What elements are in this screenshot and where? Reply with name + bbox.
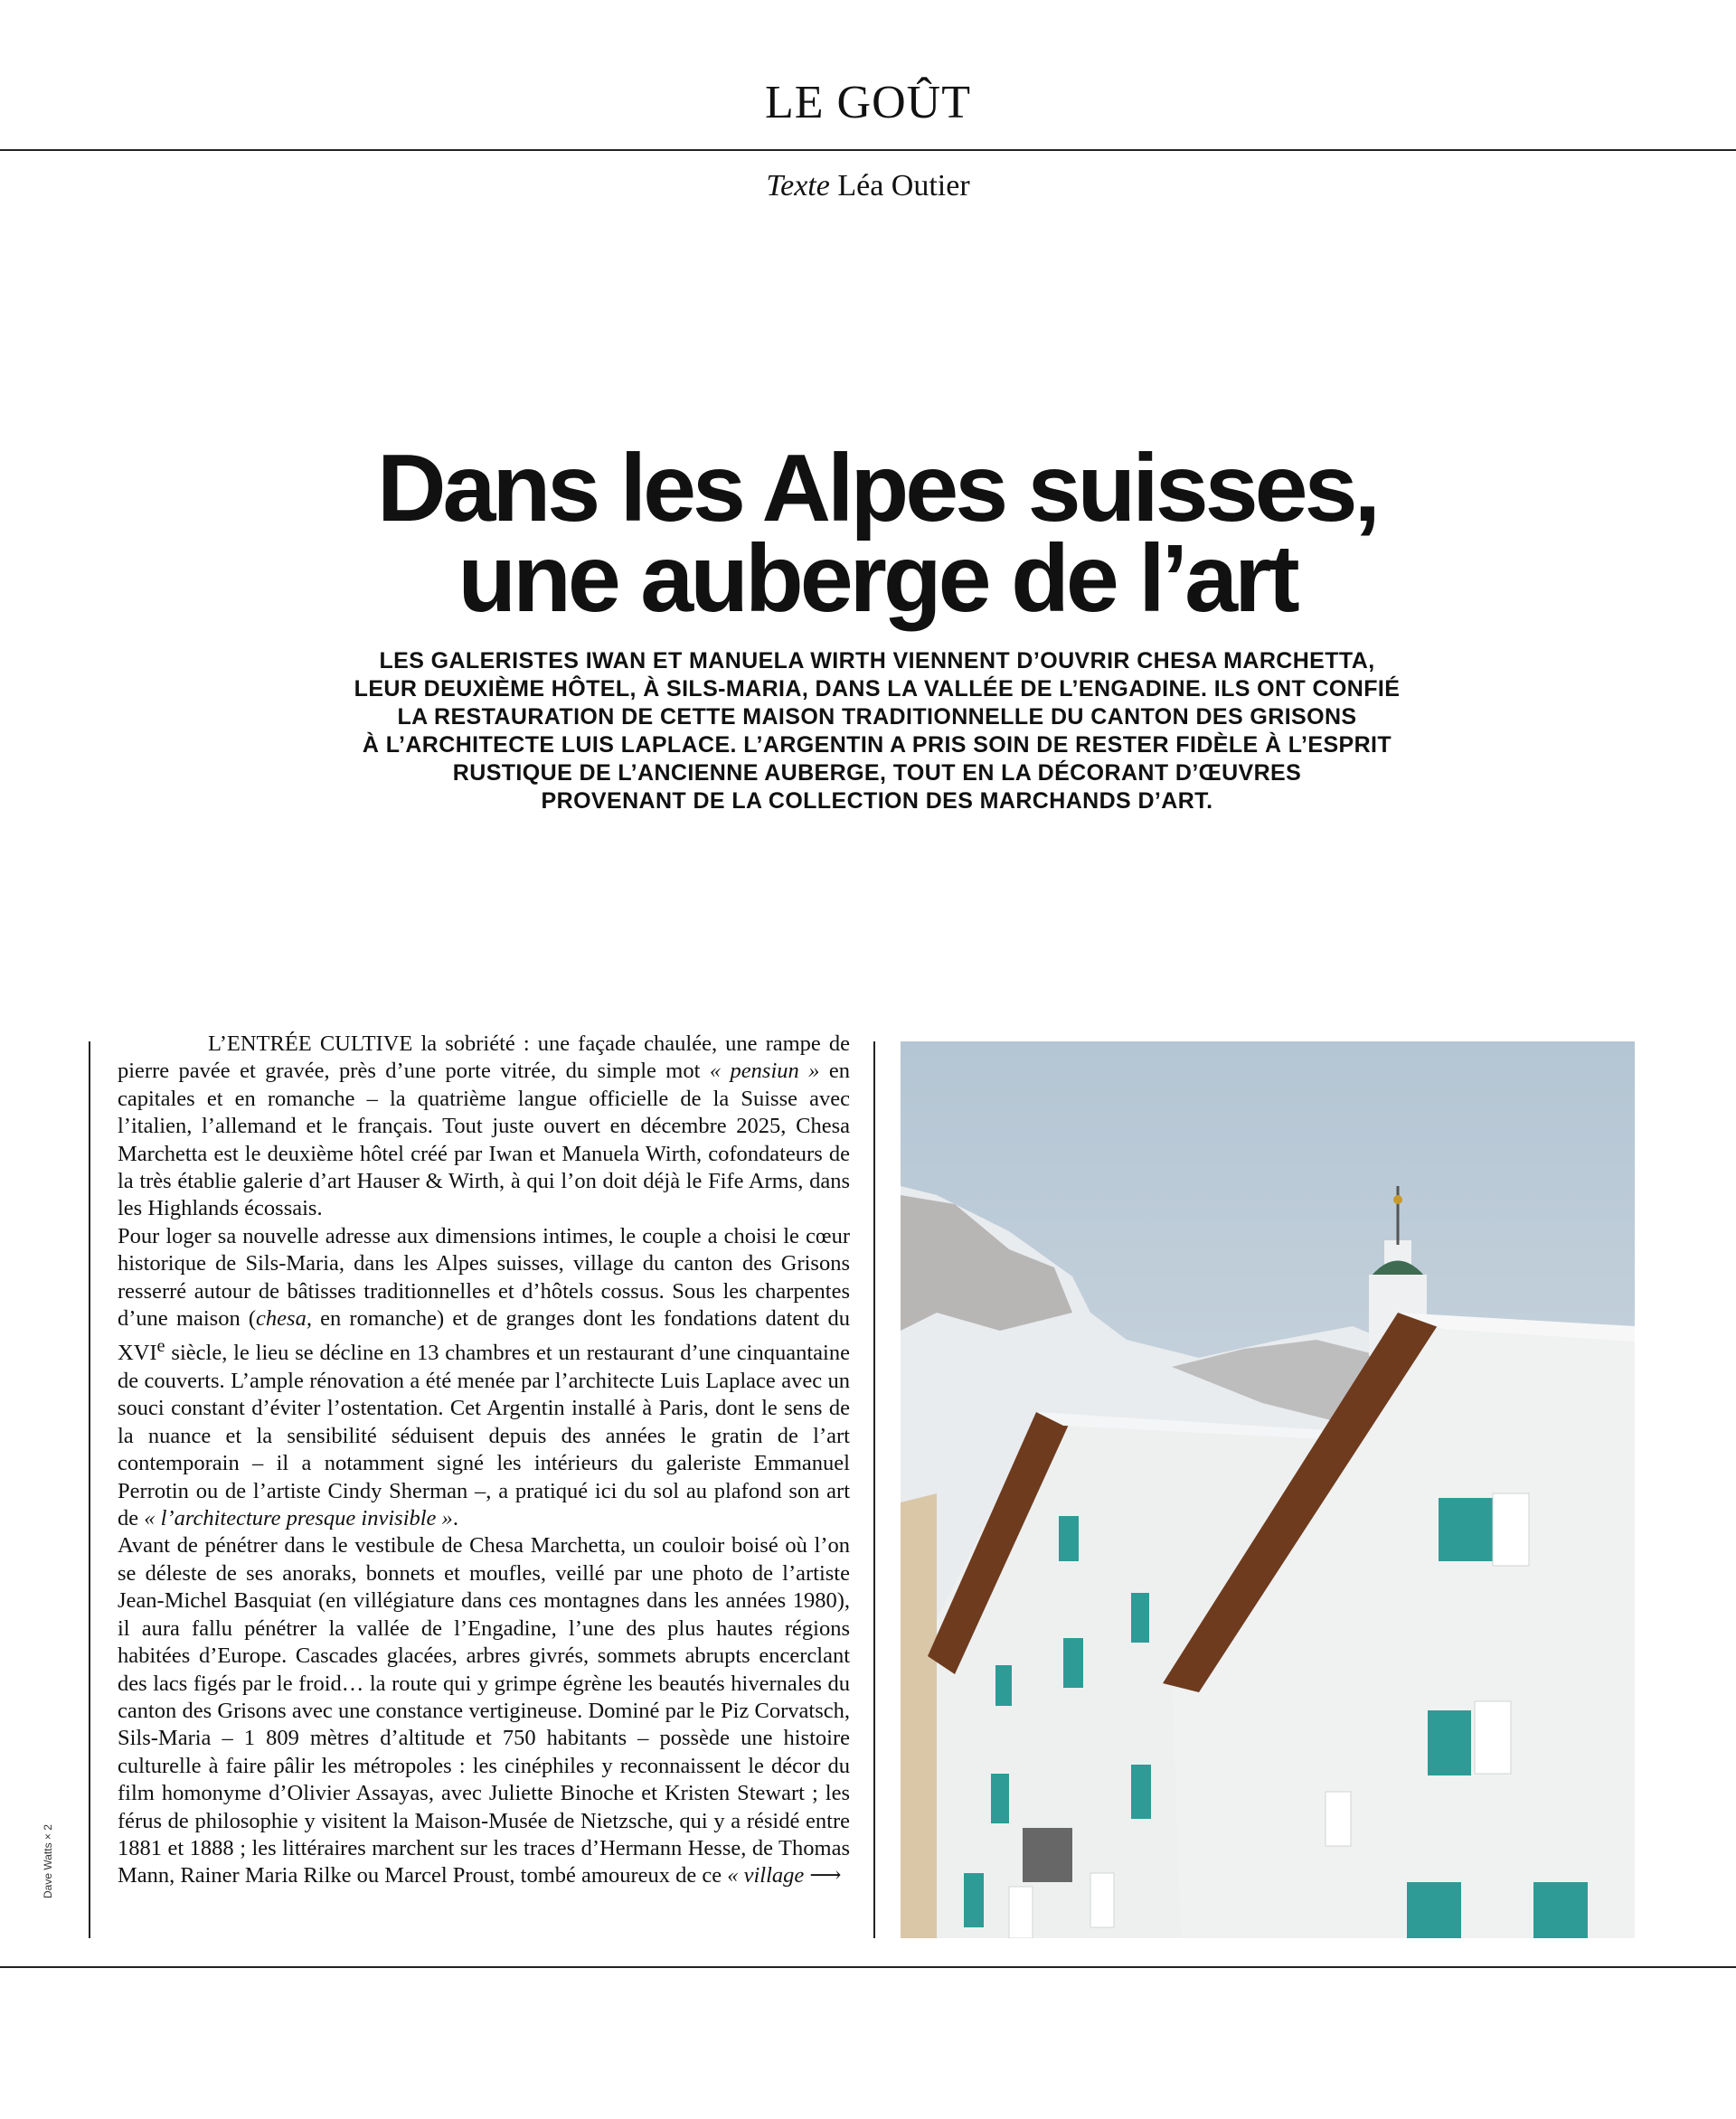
headline-line-1: Dans les Alpes suisses, bbox=[376, 435, 1378, 542]
window bbox=[1326, 1792, 1351, 1846]
shutter bbox=[1439, 1498, 1493, 1561]
standfirst-line: LA RESTAURATION DE CETTE MAISON TRADITIONNELLE DU CANTON DES GRISONS bbox=[397, 704, 1357, 730]
balcony bbox=[1023, 1828, 1072, 1882]
side-building bbox=[901, 1493, 937, 1938]
paragraph-3 bbox=[118, 1532, 850, 1889]
paragraph-1 bbox=[118, 1031, 850, 1223]
photo-credit: Dave Watts × 2 bbox=[42, 1824, 54, 1898]
column-rule-right bbox=[873, 1041, 875, 1938]
byline-author: Léa Outier bbox=[837, 169, 970, 202]
window bbox=[1090, 1873, 1114, 1927]
shutter bbox=[995, 1665, 1012, 1706]
weathervane-ball bbox=[1393, 1195, 1402, 1204]
standfirst-line: À L’ARCHITECTE LUIS LAPLACE. L’ARGENTIN A PRIS SOIN DE RESTER FIDÈLE À L’ESPRIT bbox=[362, 732, 1392, 758]
byline-label: Texte bbox=[766, 169, 830, 202]
window bbox=[1009, 1887, 1033, 1938]
window bbox=[1475, 1701, 1511, 1774]
text-run: en capitales et en romanche – la quatrième langue officielle de la Suisse avec l’italien, l’allemand et le français. Tout juste ouvert en décembre 2025, Chesa Marchetta est le deuxième hôtel créé par Iwan et Manuela Wirth, cofondateurs de la très établie galerie d’art Hauser & Wirth, à qui l’on doit déjà le Fife Arms, dans les Highlands écossais. bbox=[118, 1059, 850, 1221]
text-run: Pour loger sa nouvelle adresse aux dimensions intimes, le couple a choisi le cœur historique de Sils-Maria, dans les Alpes suisses, village du canton des Grisons resserré autour de bâtisses traditionnelles et d’hôtels cossus. Sous les charpentes d’une maison ( bbox=[118, 1223, 850, 1332]
shutter bbox=[991, 1774, 1009, 1823]
shutter bbox=[1533, 1882, 1588, 1938]
shutter bbox=[1059, 1516, 1079, 1561]
quote-text: « pensiun » bbox=[709, 1059, 820, 1084]
shutter bbox=[964, 1873, 984, 1927]
bottom-divider bbox=[0, 1966, 1736, 1968]
article-body bbox=[118, 1031, 850, 1890]
shutter bbox=[1131, 1593, 1149, 1643]
headline bbox=[271, 435, 1483, 632]
article-photo bbox=[901, 1041, 1635, 1938]
text-run: Avant de pénétrer dans le vestibule de Chesa Marchetta, un couloir boisé où l’on se déleste de ses anoraks, bonnets et moufles, veillé par une photo de l’artiste Jean-Michel Basquiat (en villégiature dans ces montagnes dans les années 1980), il aura fallu pénétrer la vallée de l’Engadine, l’une des plus hautes régions habitées d’Europe. Cascades glacées, arbres givrés, sommets abrupts encerclant des lacs figés par le froid… la route qui y grimpe égrène les beautés hivernales du canton des Grisons avec une constance vertigineuse. Dominé par le Piz Corvatsch, Sils-Maria – 1 809 mètres d’altitude et 750 habitants – possède une histoire culturelle à faire pâlir les métropoles : les cinéphiles y reconnaissent le décor du film homonyme d’Olivier Assayas, avec Juliette Binoche et Kristen Stewart ; les férus de philosophie y visitent la Maison-Musée de Nietzsche, qui y a résidé entre 1881 et 1888 ; les littéraires marchent sur les traces d’Hermann Hesse, de Thomas Mann, Rainer Maria Rilke ou Marcel Proust, tombé amoureux de ce bbox=[118, 1533, 850, 1888]
top-divider bbox=[0, 149, 1736, 151]
text-run: siècle, le lieu se décline en 13 chambres et un restaurant d’une cinquantaine de couverts. L’ample rénovation a été menée par l’architecte Luis Laplace avec un souci constant d’éviter l’ostentation. Cet Argentin installé à Paris, dont le sens de la nuance et la sensibilité séduisent depuis des années le gratin de l’art contemporain – il a notamment signé les intérieurs du galeriste Emmanuel Perrotin ou de l’artiste Cindy Sherman –, a pratiqué ici du sol au plafond son art de bbox=[118, 1341, 850, 1531]
paragraph-2 bbox=[118, 1223, 850, 1533]
headline-line-2: une auberge de l’art bbox=[458, 525, 1297, 632]
shutter bbox=[1428, 1710, 1471, 1775]
text-run: la sobriété : une façade chaulée, une rampe de pierre pavée et gravée, près d’une porte vitrée, du simple mot bbox=[118, 1031, 851, 1084]
lead-in: L’ENTRÉE CULTIVE bbox=[208, 1031, 413, 1056]
italic-term: chesa, bbox=[256, 1306, 312, 1332]
window bbox=[1493, 1493, 1529, 1566]
standfirst-line: PROVENANT DE LA COLLECTION DES MARCHANDS D’ART. bbox=[541, 788, 1213, 814]
standfirst bbox=[326, 647, 1429, 815]
standfirst-line: LEUR DEUXIÈME HÔTEL, À SILS-MARIA, DANS LA VALLÉE DE L’ENGADINE. ILS ONT CONFIÉ bbox=[354, 676, 1401, 702]
quote-text: « l’architecture presque invisible » bbox=[144, 1506, 453, 1531]
text-run: . bbox=[452, 1506, 458, 1531]
column-rule-left bbox=[89, 1041, 90, 1938]
superscript: e bbox=[156, 1336, 165, 1357]
standfirst-line: RUSTIQUE DE L’ANCIENNE AUBERGE, TOUT EN LA DÉCORANT D’ŒUVRES bbox=[452, 760, 1302, 786]
continue-arrow-icon: ⟶ bbox=[809, 1863, 842, 1888]
byline bbox=[0, 168, 1736, 205]
text-run: en romanche) et de granges dont les fondations datent du XVI bbox=[118, 1306, 851, 1366]
standfirst-line: LES GALERISTES IWAN ET MANUELA WIRTH VIENNENT D’OUVRIR CHESA MARCHETTA, bbox=[379, 648, 1375, 673]
shutter bbox=[1063, 1638, 1083, 1688]
section-title: LE GOÛT bbox=[765, 77, 971, 128]
shutter bbox=[1407, 1882, 1461, 1938]
quote-text: « village bbox=[727, 1863, 805, 1888]
village-illustration bbox=[901, 1041, 1635, 1938]
shutter bbox=[1131, 1765, 1151, 1819]
